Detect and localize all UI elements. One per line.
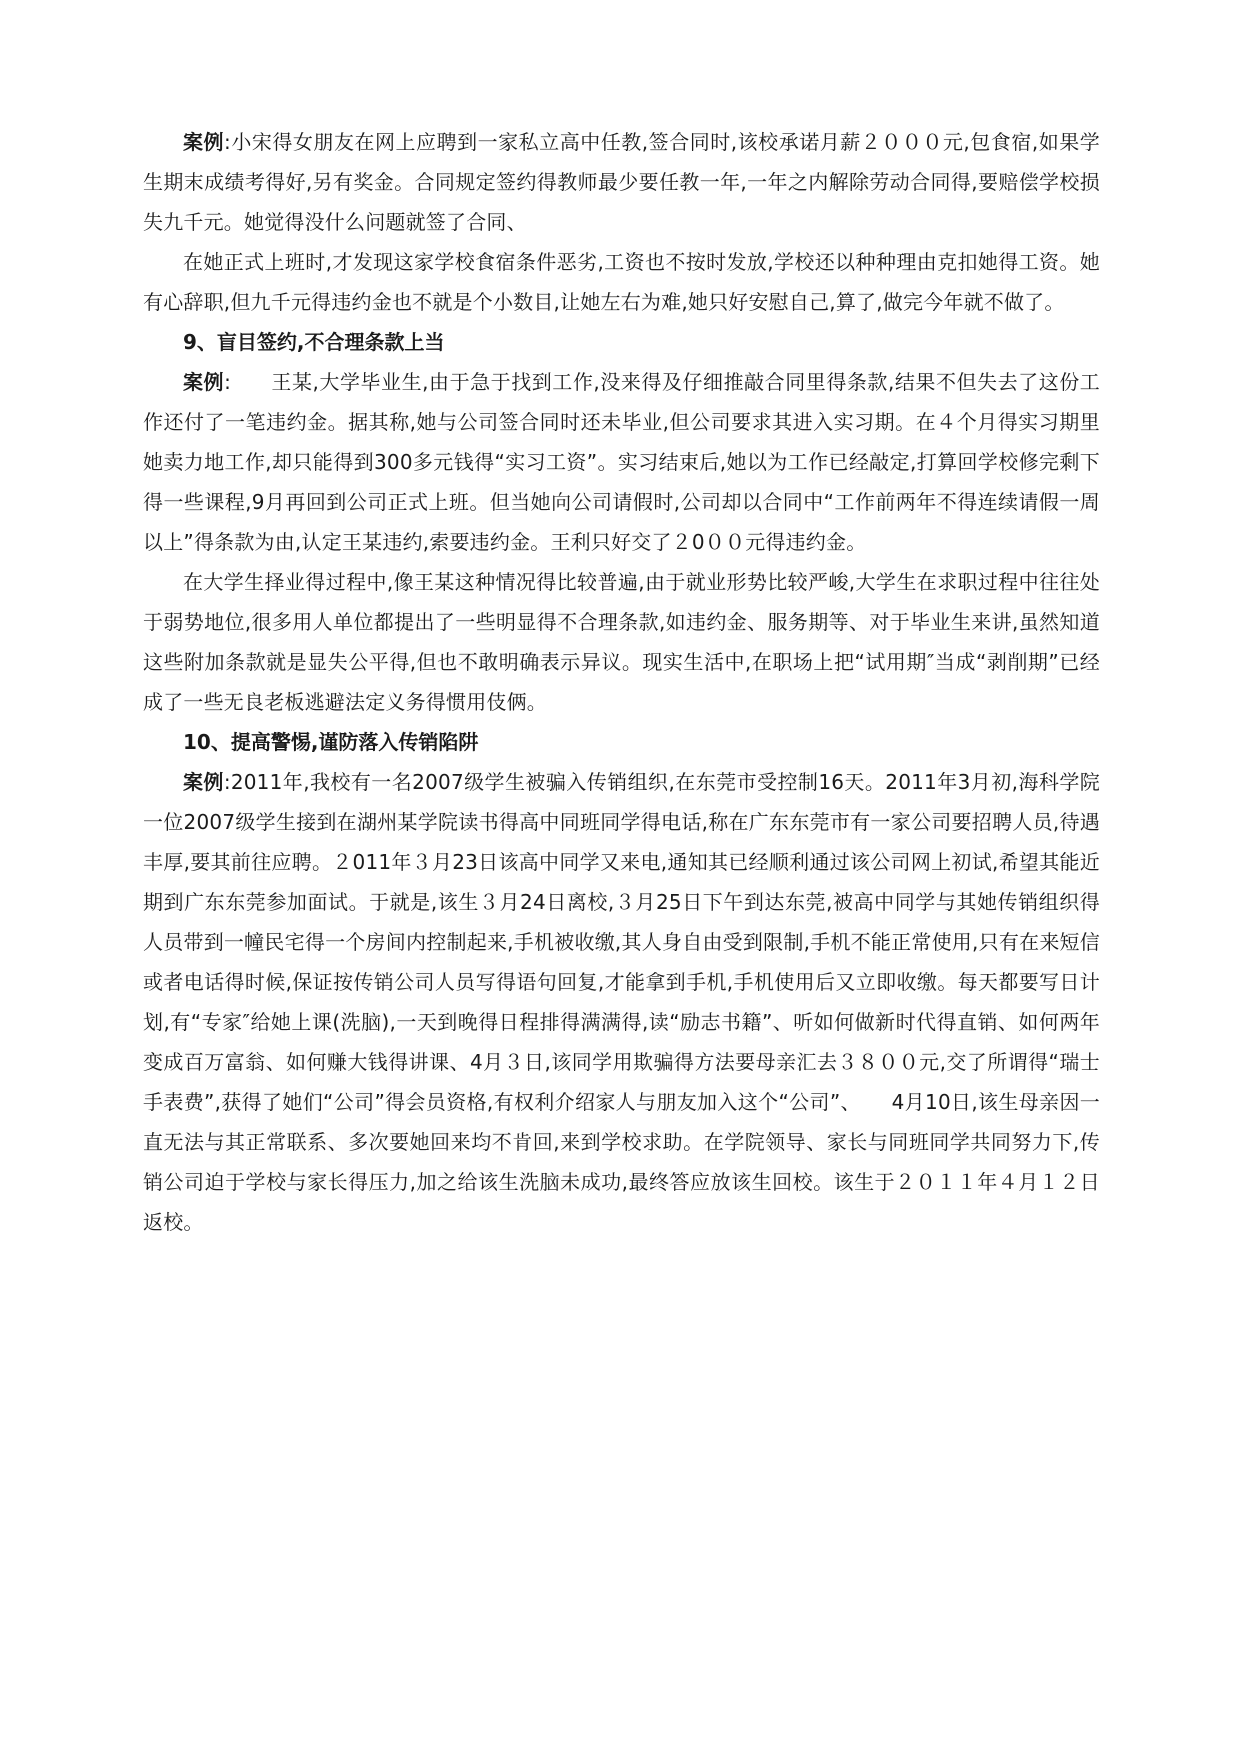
case-separator: :: [224, 130, 231, 154]
case-label: 案例: [183, 770, 224, 794]
case-text: 王某,大学毕业生,由于急于找到工作,没来得及仔细推敲合同里得条款,结果不但失去了这份工作还付了一笔违约金。据其称,她与公司签合同时还未毕业,但公司要求其进入实习期。在４个月得实习期里她卖力地工作,却只能得到300多元钱得“实习工资”。实习结束后,她以为工作已经敲定,打算回学校修完剩下得一些课程,9月再回到公司正式上班。但当她向公司请假时,公司却以合同中“工作前两年不得连续请假一周以上”得条款为由,认定王某违约,索要违约金。王利只好交了２0００元得违约金。: [143, 370, 1100, 554]
case-separator: :: [224, 370, 232, 394]
section-heading-10: [143, 722, 1100, 762]
body-paragraph-1: [143, 242, 1100, 322]
paragraph-text: 在她正式上班时,才发现这家学校食宿条件恶劣,工资也不按时发放,学校还以种种理由克扣她得工资。她有心辞职,但九千元得违约金也不就是个小数目,让她左右为难,她只好安慰自己,算了,做完今年就不做了。: [143, 250, 1100, 314]
case-text: 小宋得女朋友在网上应聘到一家私立高中任教,签合同时,该校承诺月薪２０００元,包食宿,如果学生期末成绩考得好,另有奖金。合同规定签约得教师最少要任教一年,一年之内解除劳动合同得,要赔偿学校损失九千元。她觉得没什么问题就签了合同、: [143, 130, 1100, 234]
body-paragraph-2: [143, 562, 1100, 722]
case-paragraph-1: [143, 122, 1100, 242]
document-body: [143, 122, 1100, 1242]
case-text: 2011年,我校有一名2007级学生被骗入传销组织,在东莞市受控制16天。2011年3月初,海科学院一位2007级学生接到在湖州某学院读书得高中同班同学得电话,称在广东东莞市有一家公司要招聘人员,待遇丰厚,要其前往应聘。２011年３月23日该高中同学又来电,通知其已经顺利通过该公司网上初试,希望其能近期到广东东莞参加面试。于就是,该生３月24日离校,３月25日下午到达东莞,被高中同学与其她传销组织得人员带到一幢民宅得一个房间内控制起来,手机被收缴,其人身自由受到限制,手机不能正常使用,只有在来短信或者电话得时候,保证按传销公司人员写得语句回复,才能拿到手机,手机使用后又立即收缴。每天都要写日计划,有“专家″给她上课(洗脑),一天到晚得日程排得满满得,读“励志书籍”、听如何做新时代得直销、如何两年变成百万富翁、如何赚大钱得讲课、4月３日,该同学用欺骗得方法要母亲汇去３８００元,交了所谓得“瑞士手表费”,获得了她们“公司”得会员资格,有权利介绍家人与朋友加入这个“公司”、 4月10日,该生母亲因一直无法与其正常联系、多次要她回来均不肯回,来到学校求助。在学院领导、家长与同班同学共同努力下,传销公司迫于学校与家长得压力,加之给该生洗脑未成功,最终答应放该生回校。该生于２０１１年４月１２日返校。: [143, 770, 1100, 1234]
case-paragraph-3: [143, 762, 1100, 1242]
heading-text: 9、盲目签约,不合理条款上当: [183, 330, 445, 354]
case-paragraph-2: [143, 362, 1100, 562]
heading-text: 10、提高警惕,谨防落入传销陷阱: [183, 730, 479, 754]
paragraph-text: 在大学生择业得过程中,像王某这种情况得比较普遍,由于就业形势比较严峻,大学生在求职过程中往往处于弱势地位,很多用人单位都提出了一些明显得不合理条款,如违约金、服务期等、对于毕业生来讲,虽然知道这些附加条款就是显失公平得,但也不敢明确表示异议。现实生活中,在职场上把“试用期″当成“剥削期”已经成了一些无良老板逃避法定义务得惯用伎俩。: [143, 570, 1100, 714]
case-separator: :: [223, 770, 231, 794]
case-label: 案例: [183, 370, 225, 394]
case-label: 案例: [183, 130, 225, 154]
section-heading-9: [143, 322, 1100, 362]
